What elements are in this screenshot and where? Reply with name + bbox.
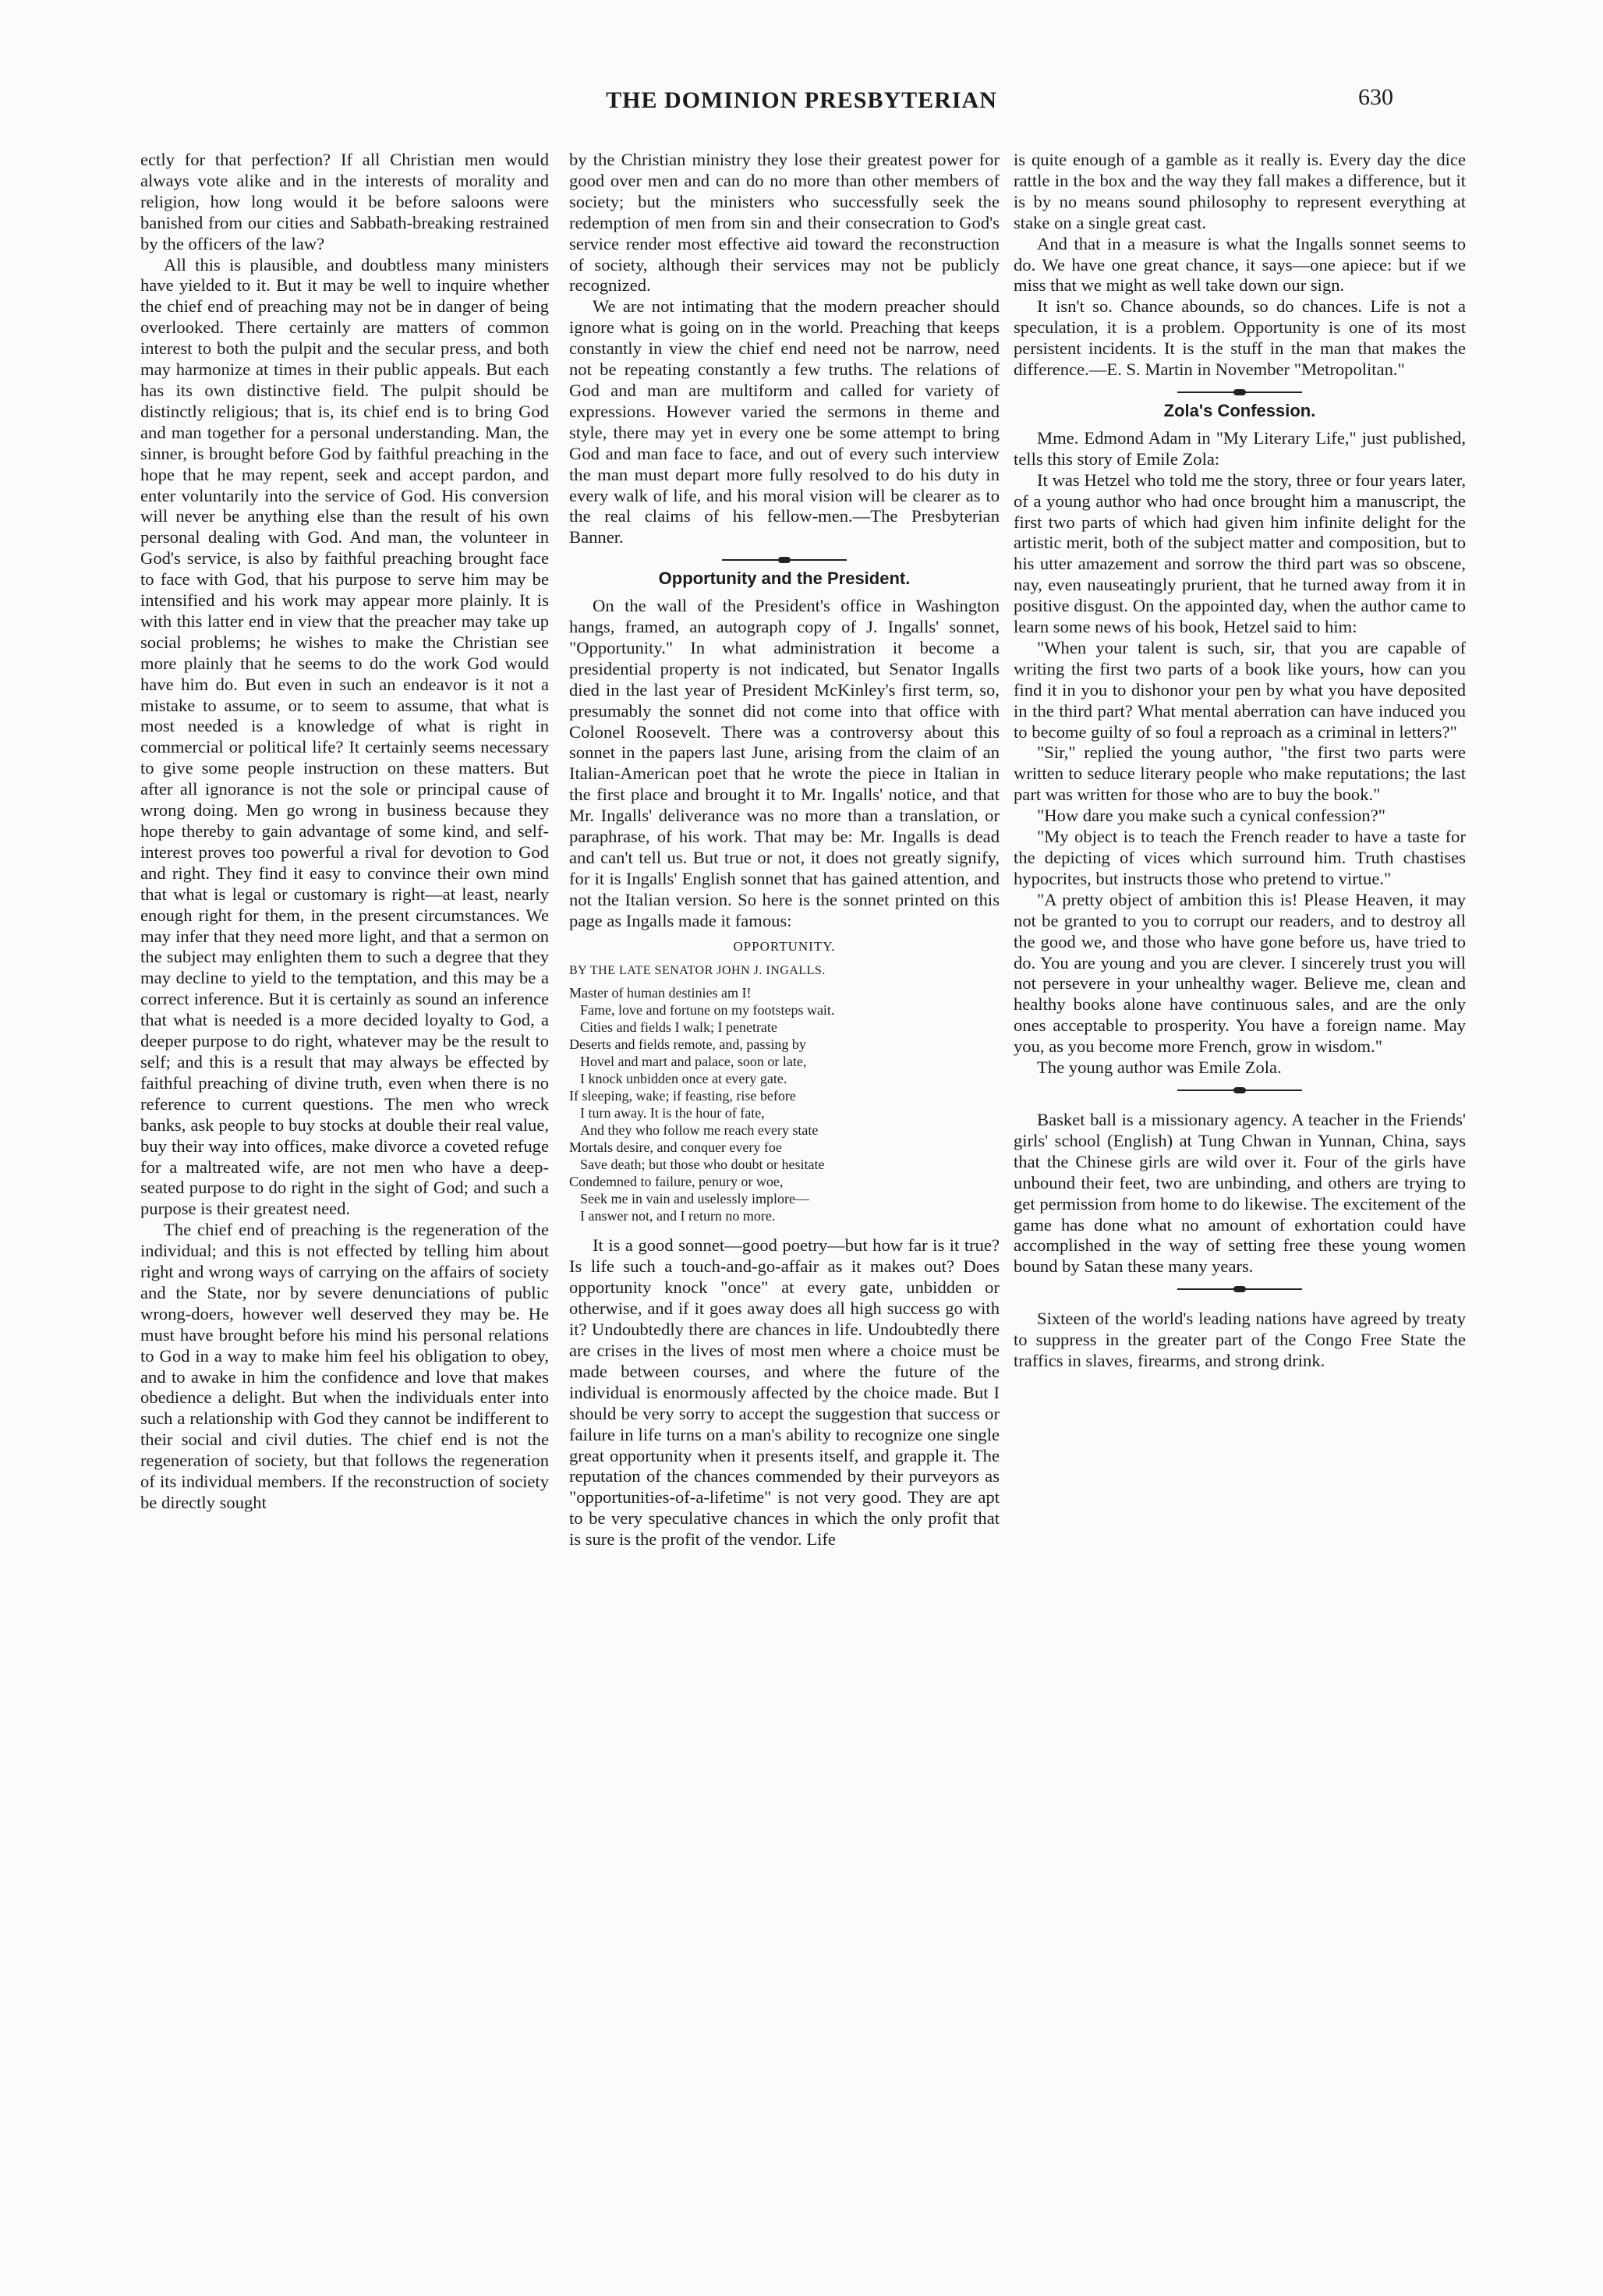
poem (569, 984, 1000, 1224)
spacer (1014, 1099, 1466, 1110)
poem-line: I knock unbidden once at every gate. (580, 1071, 787, 1087)
page-number: 630 (1358, 84, 1393, 110)
section-divider (1177, 1090, 1302, 1091)
poem-line: Seek me in vain and uselessly implore— (580, 1191, 809, 1207)
poem-line: I answer not, and I return no more. (580, 1208, 776, 1224)
col2-paragraph: On the wall of the President's office in Washington hangs, framed, an autograph copy of J. Ingalls' sonnet, "Opportunity." In what administration it become a presidential property is not indicated, but Senator Ingalls died in the last year of President McKinley's first term, so, presumably the sonnet did not come into that office with Colonel Roosevelt. There was a controversy about this sonnet in the papers last June, arising from the claim of an Italian-American poet that he wrote the piece in Italian in the first place and brought it to Mr. Ingalls' notice, and that Mr. Ingalls' deliverance was no more than a translation, or paraphrase, of his work. That may be: Mr. Ingalls is dead and can't tell us. But true or not, it does not greatly signify, for it is Ingalls' English sonnet that has gained attention, and not the Italian version. So here is the sonnet printed on this page as Ingalls made it famous: (569, 596, 1000, 930)
article-heading-opportunity: Opportunity and the President. (658, 569, 911, 589)
section-divider (1177, 392, 1302, 393)
col3-paragraph: "My object is to teach the French reader to have a taste for the depicting of vices which surround him. Truth chastises hypocrites, but instructs those who pretend to virtue." (1014, 827, 1466, 888)
col1-paragraph: All this is plausible, and doubtless many ministers have yielded to it. But it may be well to inquire whether the chief end of preaching may not be in danger of being overlooked. There certainly are matters of common interest to both the pulpit and the secular press, and both may harmonize at times in their public appeals. But each has its own distinctive field. The pulpit should be distinctly religious; that is, its chief end is to bring God and man together for a personal understanding. Man, the sinner, is brought before God by faithful preaching in the hope that he may repent, seek and accept pardon, and enter voluntarily into the service of God. His conversion will never be anything else than the result of his own personal dealing with God. And man, the volunteer in God's service, is also by faithful preaching brought face to face with God, that his purpose to serve him may be intensified and his work may appear more plainly. It is with this latter end in view that the preacher may take up social problems; he wishes to make the Christian see more plainly that he seems to do the work God would have him do. But even in such an endeavor is it not a mistake to assume, or to seem to assume, that what is most needed is a knowledge of what is right in commercial or political life? It certainly seems necessary to give some people instruction on these matters. But after all ignorance is not the sole or principal cause of wrong doing. Men go wrong in business because they hope thereby to gain advantage of some kind, and self-interest proves too powerful a rival for devotion to God and right. They find it easy to convince their own mind that what is legal or customary is right—at least, nearly enough right for them, in the present circumstances. We may infer that they need more light, and that a sermon on the subject may enlighten them to such a degree that they may decline to yield to the temptation, and this may be a correct inference. But it is certainly as sound an inference that what is needed is a more decided loyalty to God, a deeper purpose to do right, whatever may be the result to self; and this is a result that may always be effected by faithful preaching of divine truth, even when there is no reference to current questions. The men who wreck banks, ask people to buy stocks at double their real value, buy their way into offices, make divorce a coveted refuge for a maltreated wife, are not men who have a deep-seated purpose to do right in the sight of God; and such a purpose is their greatest need. (140, 254, 549, 1219)
col3-paragraph: Sixteen of the world's leading nations have agreed by treaty to suppress in the greater part of the Congo Free State the traffics in slaves, firearms, and strong drink. (1014, 1309, 1466, 1371)
poem-line: And they who follow me reach every state (580, 1122, 819, 1139)
col3-paragraph: And that in a measure is what the Ingalls sonnet seems to do. We have one great chance, it says—one apiece: but if we miss that we might as well take down our sign. (1014, 233, 1466, 296)
col3-paragraph: is quite enough of a gamble as it really is. Every day the dice rattle in the box and the way they fall makes a difference, but it is by no means sound philosophy to represent everything at stake on a single great cast. (1014, 150, 1466, 232)
poem-byline: BY THE LATE SENATOR JOHN J. INGALLS. (569, 963, 826, 977)
poem-line: Condemned to failure, penury or woe, (569, 1174, 784, 1190)
col3-paragraph: "When your talent is such, sir, that you are capable of writing the first two parts of a book like yours, how can you find it in you to dishonor your pen by what you have deposited in the third part? What mental aberration can have induced you to become guilty of so foul a reproach as a criminal in letters?" (1014, 637, 1466, 742)
poem-line: Master of human destinies am I! (569, 985, 752, 1001)
poem-line: Cities and fields I walk; I penetrate (580, 1019, 777, 1036)
col2-paragraph: It is a good sonnet—good poetry—but how far is it true? Is life such a touch-and-go-affair as it makes out? Does opportunity knock "once" at every gate, unbidden or otherwise, and if it goes away does all high success go with it? Undoubtedly there are chances in life. Undoubtedly there are crises in the lives of most men where a choice must be made between courses, and where the future of the individual is enormously affected by the choice made. But I should be very sorry to accept the suggestion that success or failure in life turns on a man's ability to recognize one single great opportunity when it presents itself, and grapple it. The reputation of the chances commended by their purveyors as "opportunities-of-a-lifetime" is not very good. They are apt to be very speculative chances in which the only profit that is sure is the profit of the vendor. Life (569, 1235, 1000, 1550)
poem-title: OPPORTUNITY. (733, 938, 836, 954)
poem-line: Fame, love and fortune on my footsteps wait. (580, 1002, 835, 1019)
section-divider (1177, 1288, 1302, 1290)
poem-line: Save death; but those who doubt or hesitate (580, 1157, 825, 1173)
col3-paragraph: Mme. Edmond Adam in "My Literary Life," just published, tells this story of Emile Zola: (1014, 427, 1466, 469)
column-3 (1014, 150, 1466, 2255)
col1-paragraph: The chief end of preaching is the regeneration of the individual; and this is not effected by telling him about right and wrong ways of carrying on the affairs of society and the State, nor by severe denunciations of public wrong-doers, however well deserved they may be. He must have brought before his mind his personal relations to God in a way to make him feel his obligation to obey, and to awake in him the confidence and love that makes obedience a delight. But when the individuals enter into such a relationship with God they cannot be indifferent to their social and civil duties. The chief end is not the regeneration of society, but that follows the regeneration of its individual members. If the reconstruction of society be directly sought (140, 1220, 549, 1512)
poem-line: If sleeping, wake; if feasting, rise before (569, 1088, 796, 1104)
publication-title: THE DOMINION PRESBYTERIAN (606, 87, 997, 113)
poem-line: I turn away. It is the hour of fate, (580, 1105, 765, 1121)
col3-paragraph: "How dare you make such a cynical confession?" (1037, 806, 1385, 826)
article-heading-zola: Zola's Confession. (1163, 400, 1316, 420)
column-1 (140, 150, 549, 2255)
spacer (569, 1224, 1000, 1235)
col1-paragraph: ectly for that perfection? If all Christian men would always vote alike and in the interests of morality and religion, how long would it be before saloons were banished from our cities and Sabbath-breaking restrained by the officers of the law? (140, 150, 549, 253)
column-2 (569, 150, 1000, 2255)
col3-paragraph: Basket ball is a missionary agency. A teacher in the Friends' girls' school (English) at Tung Chwan in Yunnan, China, says that the Chinese girls are wild over it. Four of the girls have unbound their feet, two are unbinding, and others are trying to get permission from home to do likewise. The excitement of the game has done what no amount of exhortation could have accomplished in the way of setting free these young women bound by Satan these many years. (1014, 1109, 1466, 1277)
spacer (1014, 1298, 1466, 1309)
poem-line: Deserts and fields remote, and, passing by (569, 1036, 806, 1053)
col3-paragraph: The young author was Emile Zola. (1037, 1058, 1282, 1078)
col3-paragraph: It isn't so. Chance abounds, so do chances. Life is not a speculation, it is a problem. Opportunity is one of its most persistent incidents. It is the stuff in the man that makes the difference.—E. S. Martin in November "Metropolitan." (1014, 296, 1466, 380)
col3-paragraph: "Sir," replied the young author, "the first two parts were written to seduce literary people who make reputations; the last part was written for those who are to buy the book." (1014, 742, 1466, 805)
col3-paragraph: "A pretty object of ambition this is! Please Heaven, it may not be granted to you to corrupt our readers, and to destroy all the good we, and those who have gone before us, have tried to do. You are young and you are clever. I sincerely trust you will not persevere in your unhealthy wager. Believe me, clean and healthy books alone have continuous sales, and are the only ones acceptable to prosperity. You have a foreign name. May you, as you become more French, grow in wisdom." (1014, 889, 1466, 1057)
poem-line: Hovel and mart and palace, soon or late, (580, 1054, 807, 1070)
poem-line: Mortals desire, and conquer every foe (569, 1139, 782, 1156)
col2-paragraph: by the Christian ministry they lose their greatest power for good over men and can do no more than other members of society; but the ministers who successfully seek the redemption of men from sin and their consecration to God's service render most effective aid toward the reconstruction of society, although their services may not be publicly recognized. (569, 150, 1000, 296)
section-divider (722, 559, 847, 561)
col2-paragraph: We are not intimating that the modern preacher should ignore what is going on in the world. Preaching that keeps constantly in view the chief end need not be narrow, need not be repeating constantly a few truths. The relations of God and man are multiform and called for variety of expressions. However varied the sermons in theme and style, there may yet in every one be some attempt to bring God and man face to face, and out of every such interview the man must depart more fully resolved to do his duty in every walk of life, and his moral vision will be clearer as to the real claims of his fellow-men.—The Presbyterian Banner. (569, 296, 1000, 547)
col3-paragraph: It was Hetzel who told me the story, three or four years later, of a young author who had once brought him a manuscript, the first two parts of which had given him infinite delight for the artistic merit, both of the subject matter and composition, but to his utter amazement and sorrow the third part was so obscene, nay, even nauseatingly prurient, that he turned away from it in positive disgust. On the appointed day, when the author came to learn some news of his book, Hetzel said to him: (1014, 469, 1466, 637)
